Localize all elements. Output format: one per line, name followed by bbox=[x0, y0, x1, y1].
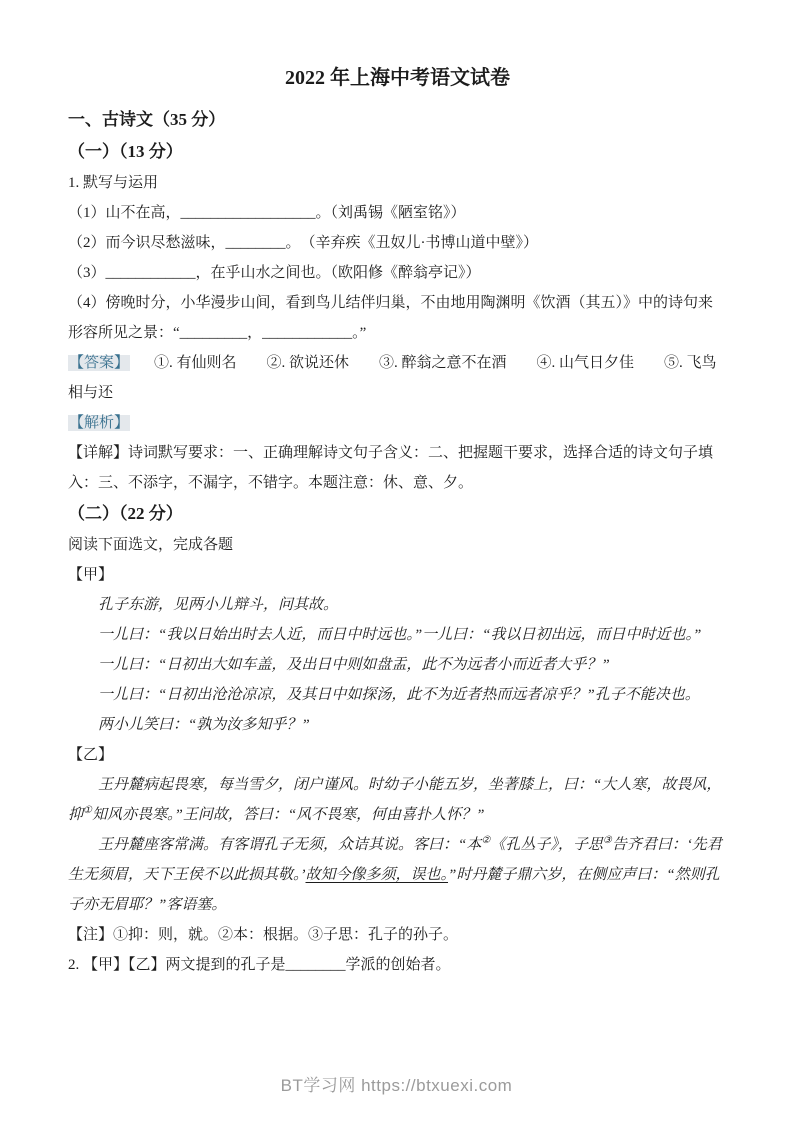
page-title: 2022 年上海中考语文试卷 bbox=[285, 67, 510, 89]
passage-b-p2-seg4: ”时丹麓子鼎六岁，在侧应声曰：“然则孔子亦无眉耶？”客语塞。 bbox=[68, 867, 720, 913]
question1-item-4: （4）傍晚时分，小华漫步山间，看到鸟儿结伴归巢，不由地用陶渊明《饮酒（其五）》中的诗句来形容所见之景：“_________，____________。” bbox=[68, 295, 714, 341]
passage-b-p1-text: 王丹麓病起畏寒，每当雪夕，闭户谨风。时幼子小能五岁，坐著膝上，曰：“大人寒，故畏风，抑 bbox=[68, 777, 722, 823]
question1-item-2: （2）而今识尽愁滋味，________。 （辛弃疾《丑奴儿·书博山道中壁》） bbox=[68, 235, 538, 251]
section-heading-ancient-poetry: 一、古诗文（35 分） bbox=[68, 110, 226, 129]
question1-label: 1. 默写与运用 bbox=[68, 175, 159, 191]
passage-b-paragraph-1 bbox=[68, 770, 727, 830]
passage-a-paragraph-4: 一儿曰：“日初出沧沧凉凉，及其日中如探汤，此不为近者热而远者凉乎？”孔子不能决也。 bbox=[98, 687, 700, 703]
passage-b-p2-seg3: 告齐君曰：‘先君生无须眉，天下王侯不以此损其敬。’ bbox=[68, 837, 722, 883]
passage-b-p2-seg2: 《孔丛子》，子思 bbox=[490, 837, 603, 853]
analysis-block bbox=[68, 408, 727, 438]
passage-b-paragraph-2 bbox=[68, 830, 727, 920]
note-ref-1: ① bbox=[83, 805, 92, 816]
question2: 2. 【甲】【乙】两文提到的孔子是________学派的创始者。 bbox=[68, 957, 451, 973]
detail-block bbox=[68, 438, 727, 498]
passage-b-underlined-clause: 故知今像多须，误也。 bbox=[305, 867, 449, 883]
passage-a-paragraph-1: 孔子东游，见两小儿辩斗，问其故。 bbox=[98, 597, 339, 613]
question1-item-3: （3）____________，在乎山水之间也。（欧阳修《醉翁亭记》） bbox=[68, 265, 481, 281]
passage-a-paragraph-2: 一儿曰：“我以日始出时去人近，而日中时远也。”一儿曰：“我以日初出远，而日中时近也。” bbox=[98, 627, 702, 643]
part2-heading: （二）（22 分） bbox=[68, 504, 183, 523]
detail-text: 诗词默写要求：一、正确理解诗文句子含义：二、把握题干要求，选择合适的诗文句子填入：三、不添字，不漏字，不错字。本题注意：休、意、夕。 bbox=[68, 445, 714, 491]
note-ref-3: ③ bbox=[602, 835, 612, 846]
passage-b-p1-text-cont: 知风亦畏寒。”王问故，答曰：“风不畏寒，何由喜扑人怀？” bbox=[91, 807, 485, 823]
note-ref-2: ② bbox=[481, 835, 491, 846]
part1-heading: （一）（13 分） bbox=[68, 142, 183, 161]
detail-tag: 【详解】 bbox=[68, 445, 129, 461]
passage-a-paragraph-3: 一儿曰：“日初出大如车盖，及出日中则如盘盂，此不为远者小而近者大乎？” bbox=[98, 657, 610, 673]
question1-item-1: （1）山不在高，__________________。（刘禹锡《陋室铭》） bbox=[68, 205, 466, 221]
answer-tag: 【答案】 bbox=[69, 355, 130, 371]
passage-b-label: 【乙】 bbox=[68, 747, 114, 763]
part2-intro: 阅读下面选文，完成各题 bbox=[68, 537, 234, 553]
answer-block bbox=[68, 348, 727, 408]
passage-b-p2-seg1: 王丹麓座客常满。有客谓孔子无须，众诘其说。客曰：“本 bbox=[98, 837, 482, 853]
passage-a-paragraph-5: 两小儿笑曰：“孰为汝多知乎？” bbox=[98, 717, 310, 733]
passage-note: 【注】①抑：则，就。②本：根据。③子思：孔子的孙子。 bbox=[68, 927, 459, 943]
passage-a-label: 【甲】 bbox=[68, 567, 114, 583]
answer-text: ①. 有仙则名 ②. 欲说还休 ③. 醉翁之意不在酒 ④. 山气日夕佳 ⑤. 飞鸟相与还 bbox=[68, 355, 717, 401]
site-watermark: BT学习网 https://btxuexi.com bbox=[280, 1076, 513, 1095]
analysis-tag: 【解析】 bbox=[69, 415, 130, 431]
